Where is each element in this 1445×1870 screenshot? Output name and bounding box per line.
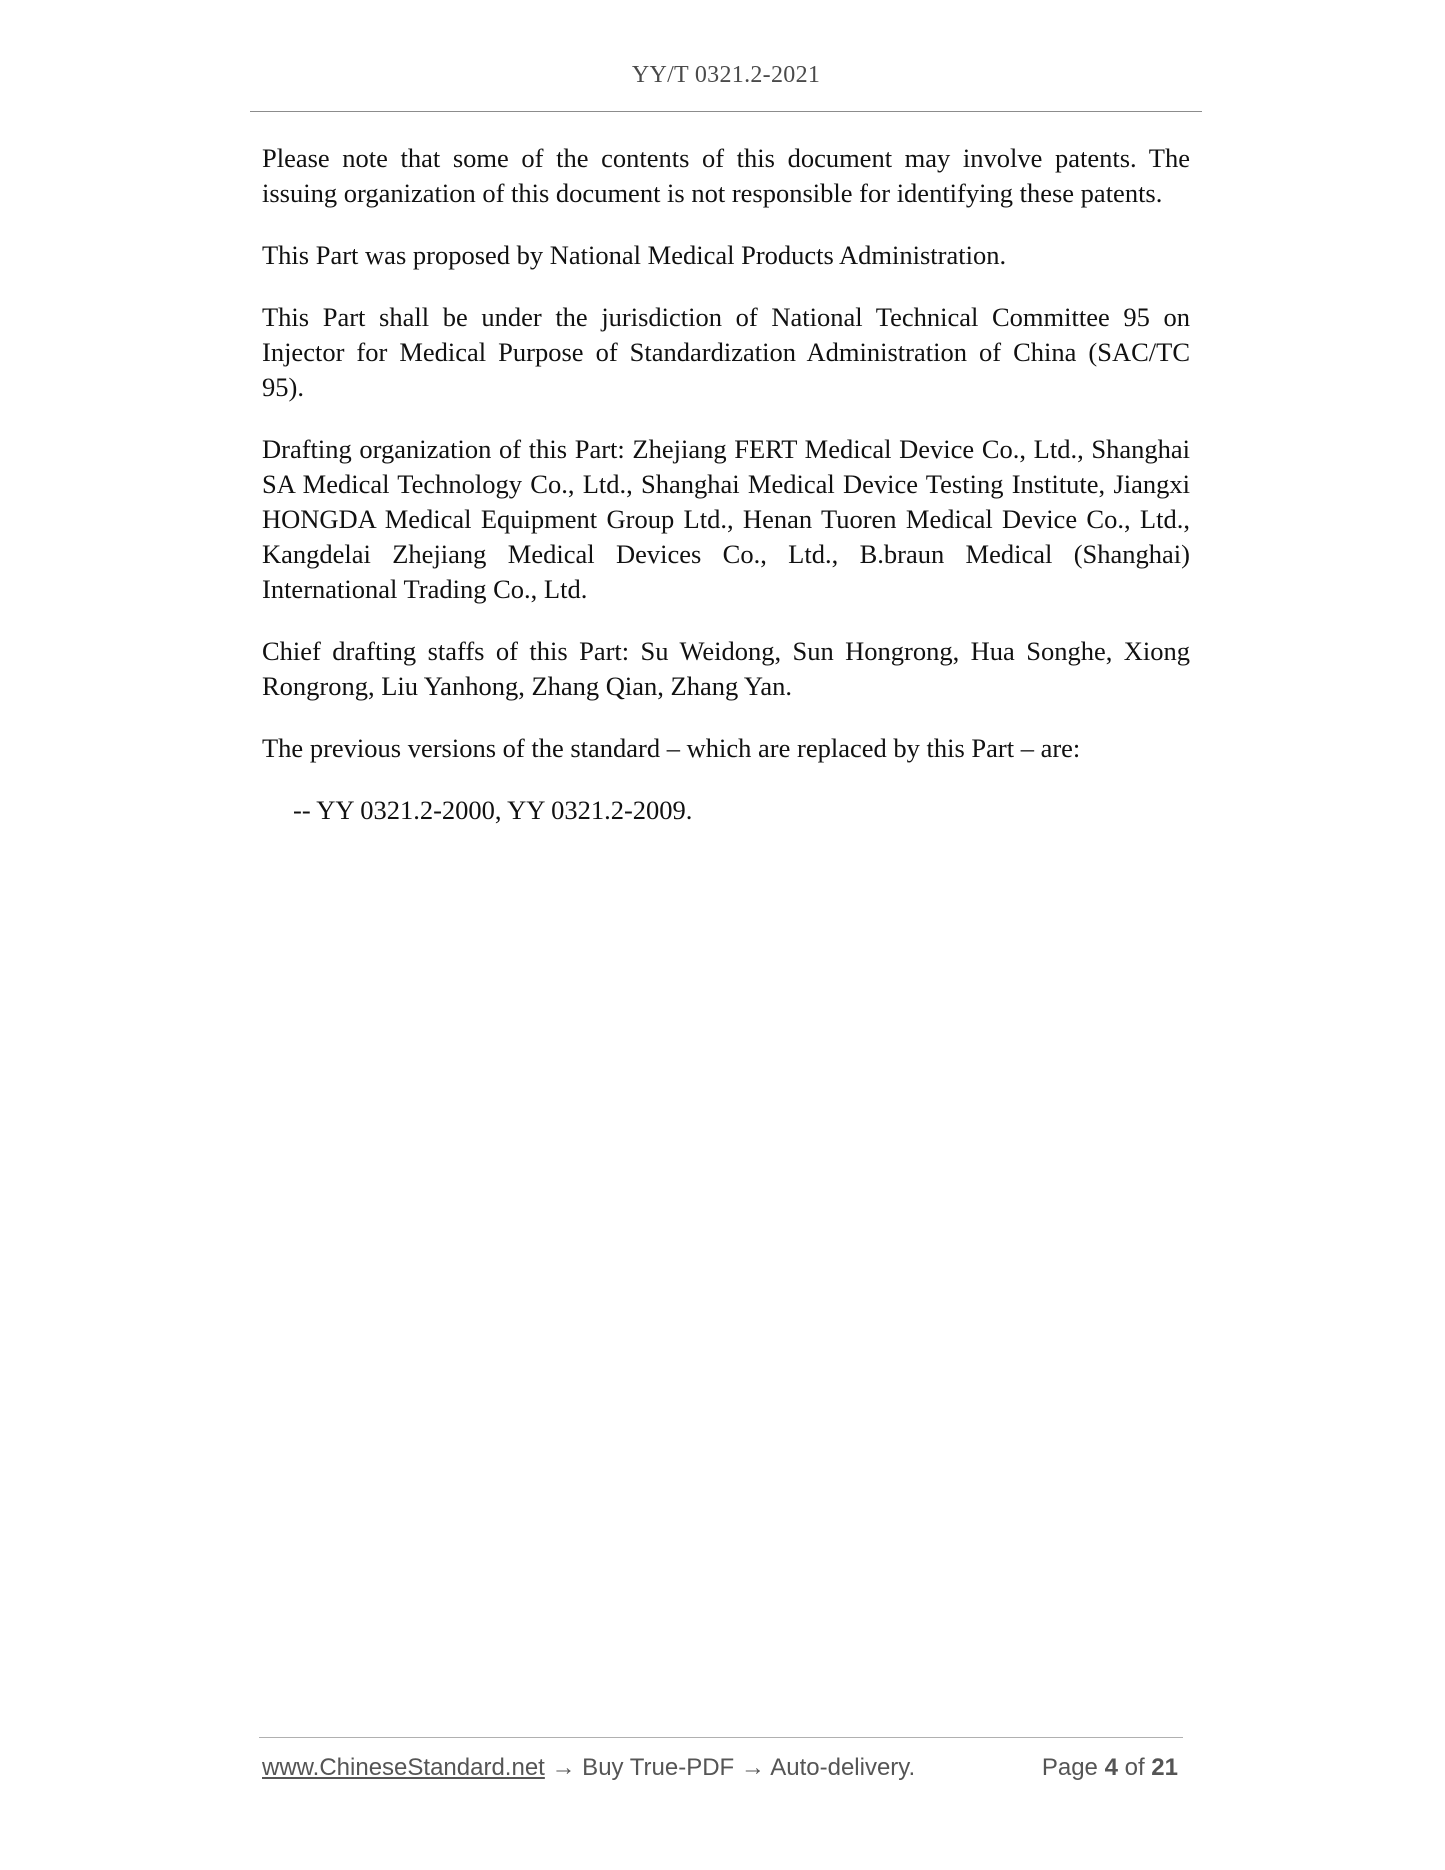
document-body: [262, 141, 1190, 828]
website-link[interactable]: www.ChineseStandard.net: [262, 1754, 545, 1781]
page-indicator: [1042, 1754, 1178, 1782]
page-footer: [262, 1754, 1180, 1788]
paragraph-jurisdiction: This Part shall be under the jurisdiction of National Technical Committee 95 on Injector for Medical Purpose of Standardization Administration of China (SAC/TC 95).: [262, 302, 1190, 402]
document-header-code: YY/T 0321.2-2021: [631, 62, 821, 88]
footer-tagline: → Buy True-PDF → Auto-delivery.: [544, 1754, 916, 1781]
previous-versions-list-item: -- YY 0321.2-2000, YY 0321.2-2009.: [293, 795, 693, 825]
page-label: Page: [1041, 1754, 1098, 1781]
paragraph-chief-drafting-staff: Chief drafting staffs of this Part: Su Weidong, Sun Hongrong, Hua Songhe, Xiong Rongrong, Liu Yanhong, Zhang Qian, Zhang Yan.: [262, 636, 1190, 701]
paragraph-previous-versions: The previous versions of the standard – which are replaced by this Part – are:: [262, 733, 1081, 763]
total-pages-number: 21: [1151, 1754, 1178, 1781]
footer-divider: [259, 1737, 1183, 1738]
paragraph-proposed-by: This Part was proposed by National Medical Products Administration.: [262, 240, 1007, 270]
footer-promo: [262, 1754, 915, 1782]
paragraph-drafting-organizations: Drafting organization of this Part: Zhejiang FERT Medical Device Co., Ltd., Shanghai SA Medical Technology Co., Ltd., Shanghai Medical Device Testing Institute, Jiangxi HONGDA Medical Equipment Group Ltd., Henan Tuoren Medical Device Co., Ltd., Kangdelai Zhejiang Medical Devices Co., Ltd., B.braun Medical (Shanghai) International Trading Co., Ltd.: [262, 434, 1190, 604]
header-divider: [250, 111, 1202, 112]
paragraph-patent-notice: Please note that some of the contents of this document may involve patents. The issuing organization of this document is not responsible for identifying these patents.: [262, 143, 1190, 208]
of-label: of: [1124, 1754, 1145, 1781]
current-page-number: 4: [1104, 1754, 1118, 1781]
